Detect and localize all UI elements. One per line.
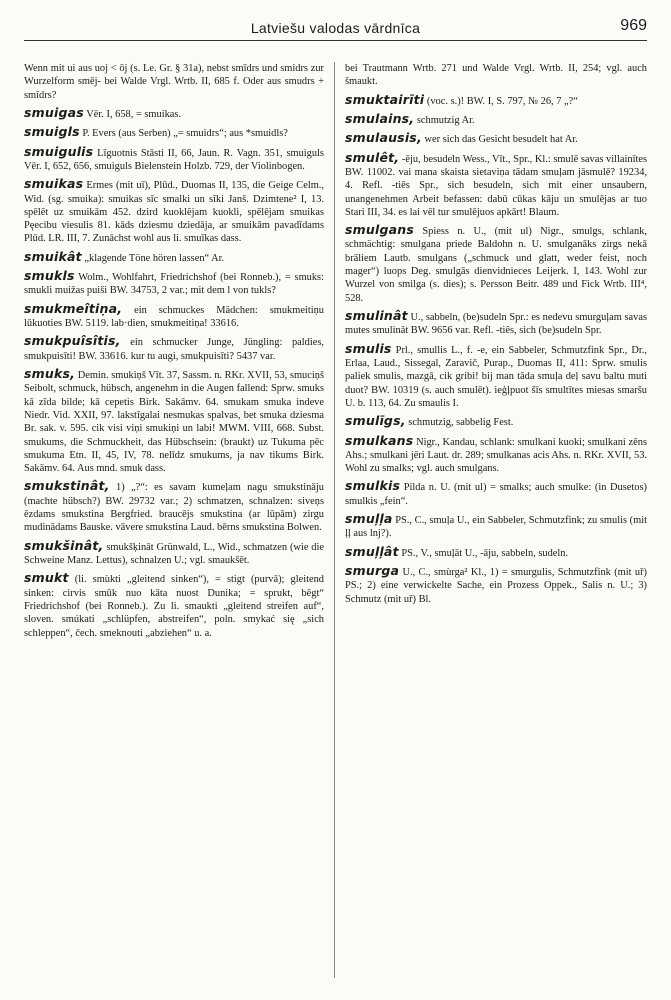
left-column: [24, 62, 324, 978]
entry-headword: smuikât: [24, 248, 82, 264]
entry-headword: smuigls: [24, 124, 80, 140]
dictionary-entry: [345, 413, 647, 429]
dictionary-entry: [24, 570, 324, 640]
entry-headword: smuļļât: [345, 543, 399, 559]
entry-text: Wenn mit ui aus uoj < ōj (s. Le. Gr. § 31a), nebst smīdrs und smidrs zur Wurzelform smēj- bei Walde Vrgl. Wrtb. II, 685 f. Oder aus smudrs + smīdrs?: [24, 63, 324, 101]
entry-headword: smulêt,: [345, 149, 400, 165]
entry-text: Prl., smullis L., f. -e, ein Sabbeler, Schmutzfink Spr., Dr., Erlaa, Laud., Sissegal, Zaravič, Purap., Duomas II, 411: Sprw. smulis paliek smulis, mazgā, cik gribi! bij man tāda smuļa deļ savu baltu muti duot? BW. 10319 (s. auch smulēt). ieģļpuot šīs smultītes miesas smaršu U. b. 113, 64. Zu smaulis I.: [345, 344, 647, 409]
dictionary-entry: [24, 176, 324, 246]
entry-headword: smulkis: [345, 478, 401, 494]
dictionary-entry: [345, 150, 647, 220]
dictionary-entry: [345, 222, 647, 305]
entry-text: wer sich das Gesicht besudelt hat Ar.: [424, 134, 578, 146]
dictionary-entry: [24, 144, 324, 174]
dictionary-entry: [24, 268, 324, 298]
entry-text: -ēju, besudeln Wess., Vīt., Spr., Kl.: smulē savas villainītes BW. 11002. vai mana skaista sietaviṇa tādam smuļam jāsmulē? 19234, 4. Refl. -tiês Spr., sich besudeln, sich mit einer unsaubern, unangenehmen Arbeit befassen: dabū cūkas kāju un smulējas ar tuo Stari III, 34. es lai vēl tur smulējuos apkārt! Blaum.: [345, 153, 647, 218]
entry-text: ein schmuckes Mädchen: smukmeitiṇu lūkuoties BW. 5119. lab·dien, smukmeitiṇa! 33616.: [24, 304, 324, 329]
entry-headword: smuigas: [24, 104, 84, 120]
entry-headword: smukt: [24, 570, 69, 586]
entry-headword: smukls: [24, 268, 75, 284]
entry-headword: smulīgs,: [345, 413, 406, 429]
entry-text: PS., V., smuļāt U., -āju, sabbeln, sudeln.: [401, 547, 569, 559]
dictionary-entry: [345, 130, 647, 146]
dictionary-entry: [24, 301, 324, 331]
entry-text: 1) „?“: es savam kumeļam nagu smukstināju (machte hübsch?) BW. 29732 var.; 2) schmatzen, schnalzen: siveņs ēzdams smukstina Bergfried. braucējs smukstina (ar lūpām) zirgu mudinādams Bauske. vāvere smukstina Laud. bērns smukstina Bolwen.: [24, 482, 324, 534]
entry-text: U., sabbeln, (be)sudeln Spr.: es nedevu smurguļam savas mutes smulināt BW. 9656 var. Refl. -tiês, sich (be)sudeln Spr.: [345, 312, 647, 337]
entry-headword: smulausis,: [345, 130, 422, 146]
dictionary-entry: [345, 544, 647, 560]
running-title: Latviešu valodas vārdnīca: [250, 20, 421, 36]
dictionary-entry: [345, 92, 647, 108]
entry-text: Spiess n. U., (mit ul) Nigr., smulgs, schlank, schmächtig: smulgana priede Baldohn n. U. smulganāks zirgs nekā brāliem Lautb. smulgans („schmuck und glatt, weder feist, noch mager“) luops Deg. smulgās dienvidnieces Leijerk. I, 143. Wohl zur Wurzel von smilga (s. dies); s. Persson Beitr. 489 und Fick Wrtb. III⁴, 528.: [345, 226, 647, 304]
entry-headword: smulinât: [345, 308, 408, 323]
column-divider: [334, 62, 335, 978]
dictionary-entry: [24, 333, 324, 363]
entry-text: PS., C., smuļa U., ein Sabbeler, Schmutzfink; zu smulis (mit ļļ aus lnj?).: [345, 515, 647, 540]
entry-headword: smuikas: [24, 176, 84, 192]
entry-headword: smuks,: [24, 365, 76, 381]
entry-text: Nigr., Kandau, schlank: smulkani kuoki; smulkani zēns Ahs.; smulkani jēri Laut. dr. 289; smulkanas acis Ahs. n. RKr. XVII, 53. Wohl zu smalks; vgl. auch smulgans.: [345, 436, 647, 475]
entry-text: schmutzig Ar.: [416, 114, 475, 126]
entry-text: „klagende Töne hören lassen“ Ar.: [84, 252, 225, 264]
dictionary-entry: [345, 111, 647, 127]
entry-text: Demin. smukiņš Vīt. 37, Sassm. n. RKr. XVII, 53, smuciņš Seibolt, schmuck, hübsch, angenehm in die Augen fallend: Sprw. smuks kā zīda bilde; kā cepetis Birk. Sakāmv. 64. smukam smuka indeve Niedr. Vid. XXII, 97. lakstīgalai nesmukas spalvas, bet smuka dziesma Br. sak. v. 595. cik visi viņi smukiņi un labi! MWM. VIII, 668. Subst. smukums, die Schmuckheit, das Hübschsein: (braukt) uz Tukuma pēc smukuma Etn. II, 45, IV, 78. nelīdz smukums, ja nav tikums Birk. Sakāmv. 64. Aus mnd. smuk dass.: [24, 369, 324, 475]
entry-headword: smuļļa: [345, 511, 393, 527]
dictionary-entry: [345, 341, 647, 411]
dictionary-entry: [345, 478, 647, 508]
dictionary-entry: [345, 62, 647, 89]
entry-headword: smuktairīti: [345, 91, 425, 107]
entry-headword: smukpuîsîtis,: [24, 333, 121, 349]
entry-text: Wolm., Wohlfahrt, Friedrichshof (bei Ronneb.), = smuks: smukli muižas puiši BW. 34753, 2 var.; mit dem l von tukls?: [24, 272, 324, 297]
dictionary-entry: [24, 105, 324, 121]
entry-text: (voc. s.)! BW. I, S. 797, № 26, 7 „?“: [426, 95, 578, 107]
entry-text: U., C., smùrga² Kl., 1) = smurgulis, Schmutzfink (mit uř) PS.; 2) eine verwickelte Sache, ein Prozess Oppek., Salis n. U.; 3) Schmutz (mit uř) Bl.: [345, 567, 647, 605]
entry-text: Ermes (mit uī), Plūd., Duomas II, 135, die Geige Celm., Wid. (sg. smuika): smuikas sīc smalki un sīki Janš. Dzimtene² I, 13. spēlēt uz smuikām 452. dzird kuoklējam kuokli, spēlējam smuikas Pęecibu viesulis 81. kāds dziesmu dziedāja, ar smuikām pavadīdams Plūd. LR. III, 7. Zunāchst wohl aus li. smuīkas dass.: [24, 180, 324, 245]
entry-headword: smuigulis: [24, 143, 94, 159]
dictionary-entry: [345, 308, 647, 338]
entry-text: smukšķināt Grünwald, L., Wid., schmatzen (wie die Schweine Manz. Lettus), schnalzen U.; vgl. smaukšēt.: [24, 541, 324, 566]
entry-headword: smulains,: [345, 110, 415, 126]
entry-headword: smukmeîtiṇa,: [24, 300, 123, 316]
right-column: [345, 62, 647, 978]
dictionary-entry: [24, 478, 324, 534]
entry-headword: smurga: [345, 563, 400, 578]
entry-text: schmutzig, sabbelig Fest.: [408, 417, 514, 429]
entry-text: P. Evers (aus Serben) „= smuidrs“; aus *smuidls?: [82, 128, 288, 140]
page-header: [24, 14, 647, 41]
entry-text: ein schmucker Junge, Jüngling: paldies, smukpuisīti! BW. 33616. kur tu augi, smukpuisīti? 5437 var.: [24, 337, 324, 362]
page-number: 969: [620, 17, 647, 34]
entry-headword: smulkans: [345, 432, 414, 448]
entry-text: Līguotnis Stāsti II, 66, Jaun. R. Vagn. 351, smuiguls Vēr. I, 652, 656, smuiguls Bielenstein Holzb. 729, der Violinbogen.: [24, 147, 324, 172]
dictionary-entry: [345, 433, 647, 476]
entry-headword: smulis: [345, 340, 392, 356]
dictionary-entry: [24, 124, 324, 140]
dictionary-entry: [24, 249, 324, 265]
entry-headword: smukšinât,: [24, 537, 104, 553]
entry-headword: smulgans: [345, 222, 414, 238]
dictionary-entry: [24, 62, 324, 102]
dictionary-entry: [345, 511, 647, 541]
entry-text: Vēr. I, 658, = smuikas.: [86, 108, 182, 120]
entry-text: Pilda n. U. (mit ul) = smalks; auch smulke: (in Dusetos) smulkis „fein“.: [345, 482, 647, 507]
dictionary-entry: [345, 563, 647, 606]
entry-headword: smukstinât,: [24, 478, 110, 494]
dictionary-entry: [24, 366, 324, 476]
entry-text: bei Trautmann Wrtb. 271 und Walde Vrgl. Wrtb. II, 254; vgl. auch šmaukt.: [345, 63, 647, 88]
entry-text: (li. smùkti „gleitend sinken“), = stigt (purvā); gleitend sinken: cirvis smūk nuo kāta nuost Dunika; = sprukt, bēgt“ Friedrichshof (bei Ronneb.). Zu li. smaukti „gleitend streifen auf“, sloven. smúkati „schlüpfen, abstreifen“, poln. smykać się „sich schleppen“, čech. smeknouti „abziehen“ u. a.: [24, 574, 324, 639]
dictionary-entry: [24, 538, 324, 568]
